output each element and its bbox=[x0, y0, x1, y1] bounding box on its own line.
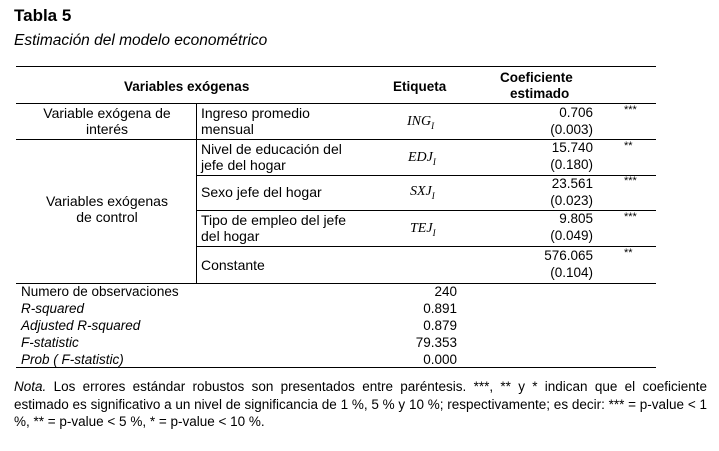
row-rule-3 bbox=[196, 246, 656, 247]
coef-constante: 576.065 (0.104) bbox=[544, 248, 593, 280]
stat-r2-name: R-squared bbox=[21, 301, 85, 316]
table-note bbox=[14, 378, 707, 431]
stat-n-value: 240 bbox=[434, 284, 457, 299]
note-prefix: Nota. bbox=[14, 379, 47, 394]
stat-n-name: Numero de observaciones bbox=[21, 284, 179, 299]
stars-tej: *** bbox=[624, 211, 637, 223]
table-title: Tabla 5 bbox=[14, 6, 72, 25]
column-separator bbox=[196, 103, 197, 283]
coef-sxj: 23.561 (0.023) bbox=[550, 176, 593, 208]
group-interes: Variable exógena de interés bbox=[43, 105, 171, 137]
coef-edj: 15.740 (0.180) bbox=[550, 140, 593, 172]
stars-edj: ** bbox=[624, 140, 633, 152]
var-educacion: Nivel de educación del jefe del hogar bbox=[201, 141, 342, 173]
var-sexo: Sexo jefe del hogar bbox=[201, 184, 322, 200]
stars-ing: *** bbox=[624, 104, 637, 116]
table-subtitle: Estimación del modelo econométrico bbox=[14, 32, 268, 49]
label-sxj: $SXJ_I$ bbox=[410, 184, 435, 201]
stat-r2-value: 0.891 bbox=[423, 301, 457, 316]
header-coef-line2: estimado bbox=[510, 86, 570, 101]
top-rule bbox=[16, 66, 656, 67]
header-coef-line1: Coeficiente bbox=[500, 70, 573, 85]
coef-ing: 0.706 (0.003) bbox=[550, 105, 593, 137]
label-tej: $TEJ_I$ bbox=[410, 221, 436, 238]
stat-adjr2-name: Adjusted R-squared bbox=[21, 318, 141, 333]
var-ingreso: Ingreso promedio mensual bbox=[201, 105, 310, 137]
label-edj: $EDJ_I$ bbox=[408, 150, 436, 167]
label-ing: $ING_I$ bbox=[407, 114, 435, 131]
var-empleo: Tipo de empleo del jefe del hogar bbox=[201, 212, 347, 244]
stars-constante: ** bbox=[624, 247, 633, 259]
note-text: Los errores estándar robustos son presentados entre paréntesis. ***, ** y * indican que el coeficiente estimado es significativo a un nivel de significancia de 1 %, 5 % y 10 %; respectivamente; es decir: *** = p-value < 1 %, ** = p-value < 5 %, * = p-value < 10 %. bbox=[14, 379, 707, 429]
stars-sxj: *** bbox=[624, 175, 637, 187]
header-rule bbox=[16, 103, 656, 104]
coef-tej: 9.805 (0.049) bbox=[550, 211, 593, 243]
header-variables: Variables exógenas bbox=[124, 79, 250, 94]
stat-probf-name: Prob ( F-statistic) bbox=[21, 352, 124, 367]
var-constante: Constante bbox=[201, 257, 265, 273]
stat-f-value: 79.353 bbox=[415, 335, 457, 350]
stat-probf-value: 0.000 bbox=[423, 352, 457, 367]
stat-adjr2-value: 0.879 bbox=[423, 318, 457, 333]
group-control: Variables exógenas de control bbox=[46, 193, 168, 225]
header-etiqueta: Etiqueta bbox=[393, 79, 447, 94]
stat-f-name: F-statistic bbox=[21, 335, 79, 350]
